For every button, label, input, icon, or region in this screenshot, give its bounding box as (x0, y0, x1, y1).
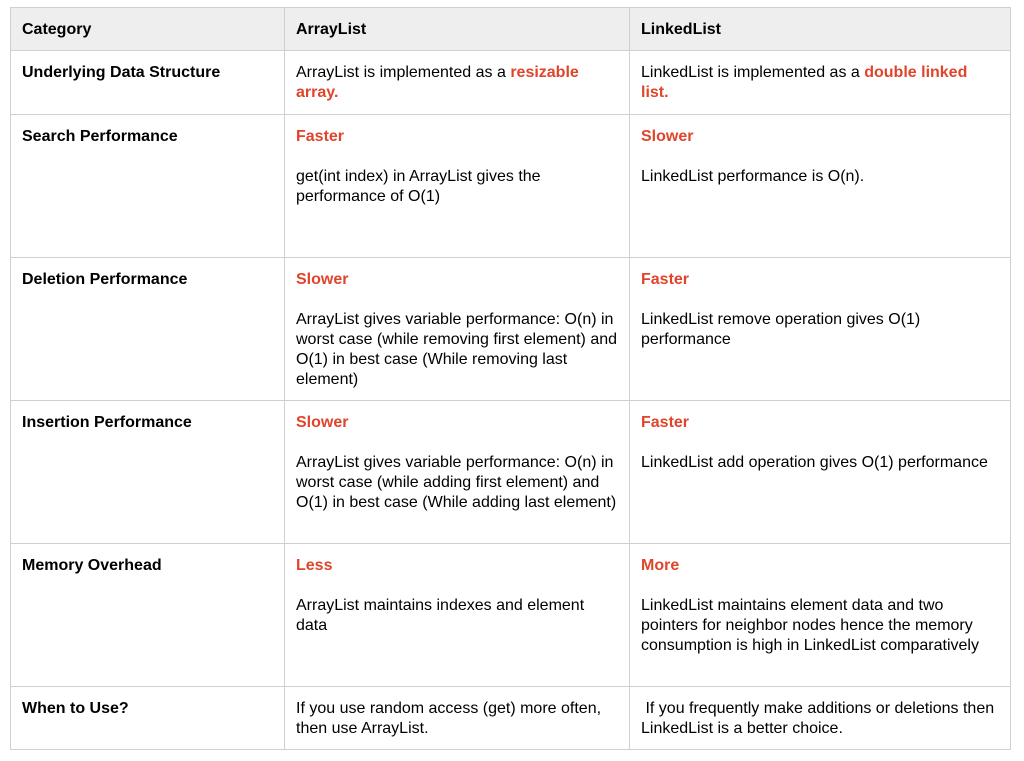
linkedlist-cell (630, 544, 1011, 687)
linkedlist-detail: LinkedList remove operation gives O(1) performance (641, 311, 921, 348)
category-cell: Memory Overhead (11, 544, 285, 687)
category-cell: Underlying Data Structure (11, 51, 285, 115)
linkedlist-verdict: More (641, 557, 680, 574)
arraylist-vs-linkedlist-table (10, 7, 1011, 750)
arraylist-cell (285, 51, 630, 115)
linkedlist-cell (630, 401, 1011, 544)
category-cell: Insertion Performance (11, 401, 285, 544)
arraylist-detail: ArrayList maintains indexes and element data (296, 597, 585, 634)
arraylist-cell (285, 115, 630, 258)
linkedlist-cell (630, 687, 1011, 750)
linkedlist-verdict: Faster (641, 414, 690, 431)
linkedlist-detail: If you frequently make additions or deletions then LinkedList is a better choice. (641, 700, 999, 737)
arraylist-text: ArrayList is implemented as a (296, 64, 511, 81)
table-row-data-structure (11, 51, 1011, 115)
arraylist-detail: get(int index) in ArrayList gives the performance of O(1) (296, 168, 541, 205)
linkedlist-highlight: double linked list. (641, 64, 968, 101)
category-cell: When to Use? (11, 687, 285, 750)
table-row-search-performance (11, 115, 1011, 258)
arraylist-cell (285, 258, 630, 401)
linkedlist-verdict: Faster (641, 271, 690, 288)
linkedlist-detail: LinkedList maintains element data and two pointers for neighbor nodes hence the memory consumption is high in LinkedList comparatively (641, 597, 979, 654)
arraylist-cell (285, 401, 630, 544)
header-linkedlist: LinkedList (630, 8, 1011, 51)
table-row-when-to-use (11, 687, 1011, 750)
arraylist-verdict: Slower (296, 414, 349, 431)
linkedlist-cell (630, 258, 1011, 401)
arraylist-detail: ArrayList gives variable performance: O(n) in worst case (while adding first element) and O(1) in best case (While adding last element) (296, 454, 617, 511)
arraylist-verdict: Less (296, 557, 333, 574)
arraylist-detail: If you use random access (get) more often, then use ArrayList. (296, 700, 602, 737)
header-row (11, 8, 1011, 51)
table-row-insertion-performance (11, 401, 1011, 544)
arraylist-detail: ArrayList gives variable performance: O(n) in worst case (while removing first element) and O(1) in best case (While removing last element) (296, 311, 618, 388)
linkedlist-cell (630, 115, 1011, 258)
linkedlist-detail: LinkedList add operation gives O(1) performance (641, 454, 988, 471)
category-cell: Search Performance (11, 115, 285, 258)
table-row-memory-overhead (11, 544, 1011, 687)
header-category: Category (11, 8, 285, 51)
comparison-table-wrapper (10, 7, 1010, 750)
category-cell: Deletion Performance (11, 258, 285, 401)
arraylist-highlight: resizable array. (296, 64, 579, 101)
linkedlist-cell (630, 51, 1011, 115)
arraylist-verdict: Faster (296, 128, 345, 145)
linkedlist-detail: LinkedList performance is O(n). (641, 168, 865, 185)
table-row-deletion-performance (11, 258, 1011, 401)
linkedlist-verdict: Slower (641, 128, 694, 145)
arraylist-cell (285, 687, 630, 750)
linkedlist-text: LinkedList is implemented as a (641, 64, 865, 81)
arraylist-cell (285, 544, 630, 687)
header-arraylist: ArrayList (285, 8, 630, 51)
arraylist-verdict: Slower (296, 271, 349, 288)
